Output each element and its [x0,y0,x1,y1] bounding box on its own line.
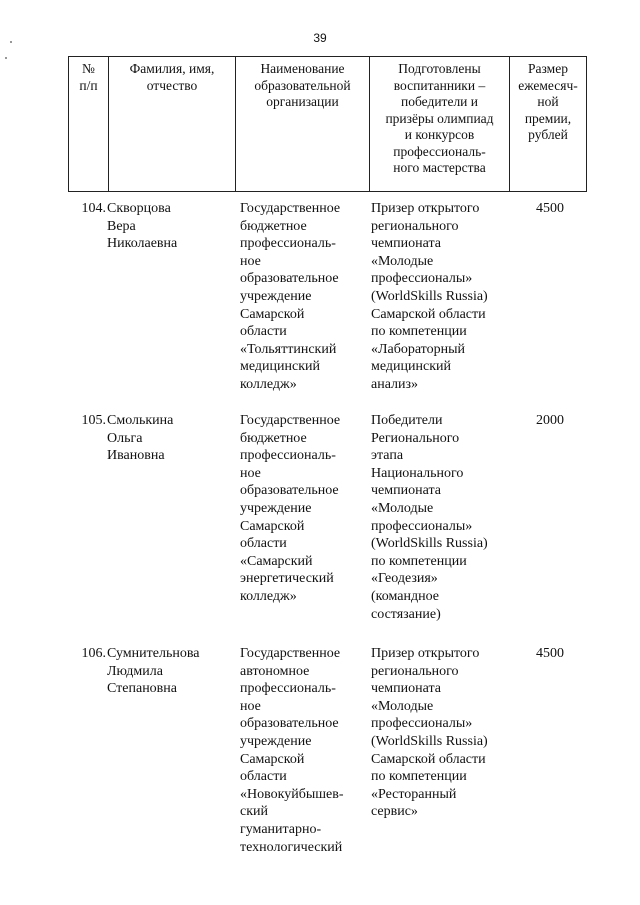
row-number: 105. [81,413,106,428]
page-number: 39 [313,31,327,45]
header-achievement: Подготовлены воспитанники – победители и призёры олимпиад и конкурсов профессиональ- ного мастерства [370,57,510,192]
scan-speck [10,41,12,43]
header-bonus-amount: Размер ежемесяч- ной премии, рублей [510,57,587,192]
row-organization: Государственное бюджетное профессиональ- ное образовательное учреждение Самарской области «Тольяттинский медицинский колледж» [240,201,341,392]
header-full-name: Фамилия, имя, отчество [109,57,236,192]
row-number: 106. [81,646,106,661]
row-organization: Государственное бюджетное профессиональ- ное образовательное учреждение Самарской области «Самарский энергетический колледж» [240,413,341,604]
row-full-name: Скворцова Вера Николаевна [107,201,178,252]
row-full-name: Сумнительнова Людмила Степановна [107,646,200,697]
row-full-name: Смолькина Ольга Ивановна [107,413,174,464]
row-organization: Государственное автономное профессиональ- ное образовательное учреждение Самарской области «Новокуйбышев- ский гуманитарно- технологический [240,646,344,855]
header-organization: Наименование образовательной организации [236,57,370,192]
row-number: 104. [81,201,106,216]
row-achievement: Победители Регионального этапа Национального чемпионата «Молодые профессионалы» (WorldSkills Russia) по компетенции «Геодезия» (командное состязание) [371,413,488,622]
row-bonus-amount: 4500 [536,646,564,661]
header-number: № п/п [69,57,109,192]
row-bonus-amount: 2000 [536,413,564,428]
row-achievement: Призер открытого регионального чемпионата «Молодые профессионалы» (WorldSkills Russia) Самарской области по компетенции «Ресторанный сервис» [371,646,488,820]
scan-speck [5,57,7,59]
row-achievement: Призер открытого регионального чемпионата «Молодые профессионалы» (WorldSkills Russia) Самарской области по компетенции «Лабораторный медицинский анализ» [371,201,488,392]
row-bonus-amount: 4500 [536,201,564,216]
table-header [68,56,587,192]
